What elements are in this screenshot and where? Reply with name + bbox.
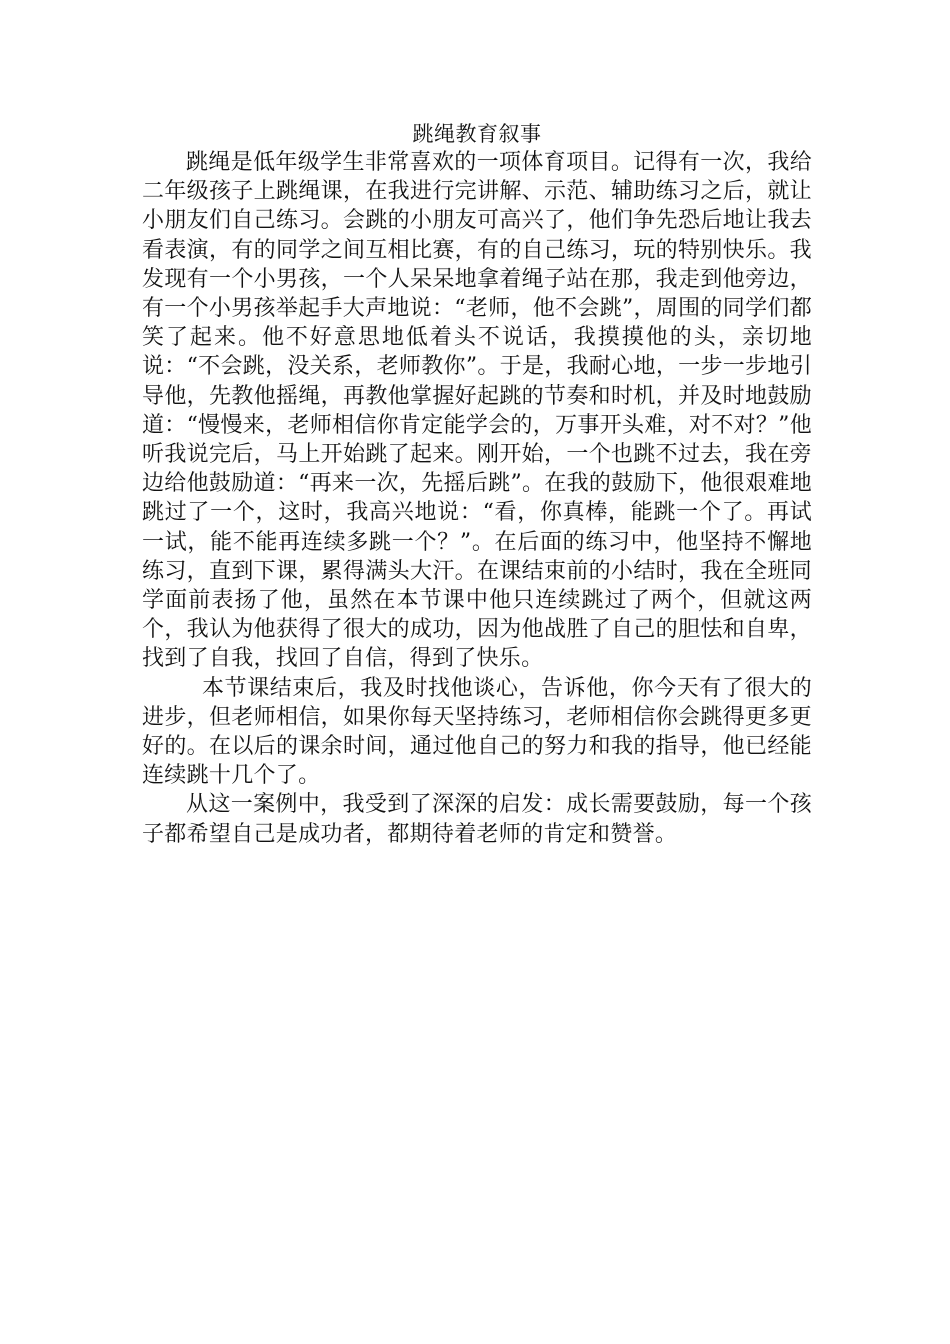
paragraph-story: 跳绳是低年级学生非常喜欢的一项体育项目。记得有一次，我给二年级孩子上跳绳课，在我进行完讲解、示范、辅助练习之后，就让小朋友们自己练习。会跳的小朋友可高兴了，他们争先恐后地让我去看表演，有的同学之间互相比赛，有的自己练习，玩的特别快乐。我发现有一个小男孩，一个人呆呆地拿着绳子站在那，我走到他旁边，有一个小男孩举起手大声地说：“老师，他不会跳”，周围的同学们都笑了起来。他不好意思地低着头不说话，我摸摸他的头，亲切地说：“不会跳，没关系，老师教你”。于是，我耐心地，一步一步地引导他，先教他摇绳，再教他掌握好起跳的节奏和时机，并及时地鼓励道：“慢慢来，老师相信你肯定能学会的，万事开头难，对不对？”他听我说完后，马上开始跳了起来。刚开始，一个也跳不过去，我在旁边给他鼓励道：“再来一次，先摇后跳”。在我的鼓励下，他很艰难地跳过了一个，这时，我高兴地说：“看，你真棒，能跳一个了。再试一试，能不能再连续多跳一个？”。在后面的练习中，他坚持不懈地练习，直到下课，累得满头大汗。在课结束前的小结时，我在全班同学面前表扬了他，虽然在本节课中他只连续跳过了两个，但就这两个，我认为他获得了很大的成功，因为他战胜了自己的胆怯和自卑，找到了自我，找回了自信，得到了快乐。 [142,150,812,672]
paragraph-reflection: 从这一案例中，我受到了深深的启发：成长需要鼓励，每一个孩子都希望自己是成功者，都期待着老师的肯定和赞誉。 [142,792,812,847]
paragraph-followup: 本节课结束后，我及时找他谈心，告诉他，你今天有了很大的进步，但老师相信，如果你每天坚持练习，老师相信你会跳得更多更好的。在以后的课余时间，通过他自己的努力和我的指导，他已经能连续跳十几个了。 [142,675,812,789]
document-body [142,120,812,849]
document-title: 跳绳教育叙事 [412,122,542,146]
